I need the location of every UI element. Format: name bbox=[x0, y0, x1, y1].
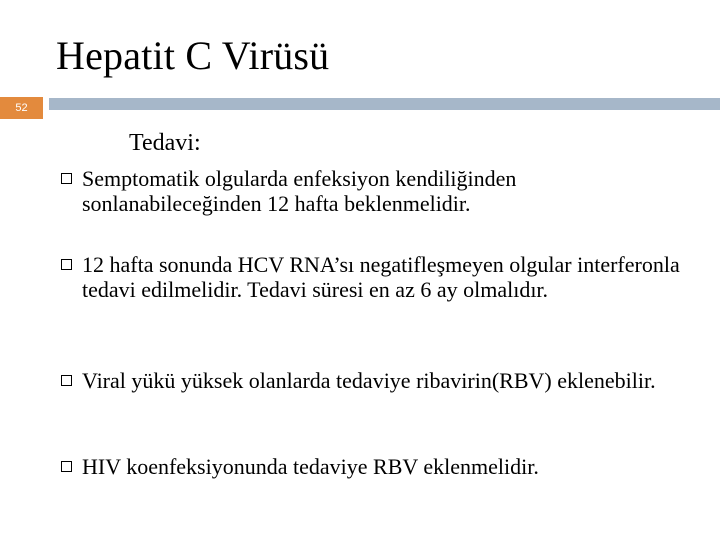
square-bullet-icon bbox=[61, 375, 72, 386]
bullet-marker bbox=[50, 166, 82, 184]
bullet-text: Viral yükü yüksek olanlarda tedaviye ribavirin(RBV) eklenebilir. bbox=[82, 368, 656, 393]
slide-number: 52 bbox=[15, 102, 28, 114]
bullet-marker bbox=[50, 368, 82, 386]
bullet-text: Semptomatik olgularda enfeksiyon kendiliğinden sonlanabileceğinden 12 hafta beklenmelidir. bbox=[82, 166, 517, 216]
square-bullet-icon bbox=[61, 173, 72, 184]
square-bullet-icon bbox=[61, 461, 72, 472]
bullet-text: HIV koenfeksiyonunda tedaviye RBV eklenmelidir. bbox=[82, 454, 539, 479]
bullet-item bbox=[50, 454, 690, 479]
title-divider-bar bbox=[49, 98, 720, 110]
bullet-item bbox=[50, 368, 690, 393]
bullet-item bbox=[50, 252, 690, 302]
bullet-item bbox=[50, 166, 690, 216]
bullet-marker bbox=[50, 252, 82, 270]
section-heading: Tedavi: bbox=[129, 130, 201, 156]
square-bullet-icon bbox=[61, 259, 72, 270]
slide-number-box bbox=[0, 97, 43, 119]
slide-title: Hepatit C Virüsü bbox=[56, 33, 330, 78]
bullet-text: 12 hafta sonunda HCV RNA’sı negatifleşmeyen olgular interferonla tedavi edilmelidir. Tedavi süresi en az 6 ay olmalıdır. bbox=[82, 252, 680, 302]
bullet-marker bbox=[50, 454, 82, 472]
